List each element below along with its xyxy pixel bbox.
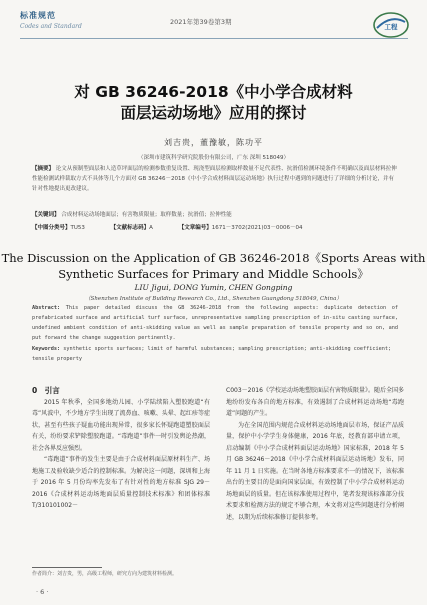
affiliation-en: （Shenzhen Institute of Building Research Co., Ltd., Shenzhen Guangdong 518049, China） [85, 296, 342, 302]
section-label-zh: 标准规范 [20, 11, 56, 20]
abstract-zh-label: 【摘要】 [32, 166, 55, 172]
abstract-en-text: This paper detailed discuss the GB 36246-2018 from the following aspects: duplicate detection of prefabricated surface and artificial turf surface, unrepresentative sampling prescription of in-situ casting surface, undefined ambient condition of anti-skidding value as well as sample preparation of tensile property and so on, and put forward the change suggestion pertinently. [32, 305, 398, 341]
title-zh-line2: 面层运动场地》应用的探讨 [120, 104, 307, 122]
keywords-zh-label: 【关键词】 [32, 212, 60, 218]
body-paragraph: C003－2016《学校运动场地塑胶面层有害物质限量》。随后全国多地纷纷发布各自的地方标准，有效遏制了合成材料运动场地“毒跑道”问题的产生。 [226, 387, 404, 417]
doc-value: A [149, 225, 153, 231]
body-column-right [226, 385, 404, 523]
abstract-zh [32, 164, 398, 194]
section-label [20, 10, 82, 30]
title-en-line2: Synthetic Surfaces for Primary and Middle Schools》 [58, 267, 369, 281]
title-en-line1: The Discussion on the Application of GB 36246-2018《Sports Areas with [1, 251, 426, 265]
body-paragraph: “毒跑道”事件的发生主要是由于合成材料面层原材料生产、场地施工及验收缺少适合的控制标准。为解决这一问题，深圳和上海于 2016 年 5 月份均率先发布了有针对性的地方标准 SJG 29－2016《合成材料运动场地面层质量控制技术标准》和团体标准 T/310101002－ [32, 456, 210, 509]
footnote-divider [32, 567, 102, 568]
svg-text:工程: 工程 [384, 23, 398, 31]
article-id [179, 223, 303, 231]
affiliation-zh: （深圳市建筑科学研究院股份有限公司，广东 深圳 518049） [138, 155, 289, 161]
authors-en: LIU Jigui, DONG Yumin, CHEN Gongping [134, 283, 293, 292]
author-footnote: 作者简介：刘吉贵，男，高级工程师，研究方向为建筑材料检测。 [32, 571, 178, 577]
header-divider [20, 38, 408, 39]
article-id-label: 【文章编号】 [178, 225, 212, 231]
article-meta [32, 223, 398, 231]
keywords-en-label: Keywords: [32, 346, 61, 352]
clc-label: 【中图分类号】 [32, 225, 71, 231]
body-column-left [32, 385, 210, 512]
clc-code [32, 223, 85, 231]
page-number: · 6 · [36, 588, 49, 596]
section-label-en: Codes and Standard [20, 23, 82, 30]
body-paragraph: 2015 年秋季，全国多地幼儿园、小学陆续陷入塑胶跑道“有毒”风波中，不少地方学生出现了流鼻血、咳嗽、头晕、起红疹等症状，甚至有些孩子疑血功能出现异常，很多家长怀疑跑道塑胶面层有关，纷纷要求铲除塑胶跑道。“毒跑道”事件一时引发舆论热潮，社会各界反应强烈。 [32, 398, 210, 452]
keywords-zh [32, 210, 398, 220]
article-id-value: 1671－3702(2021)03－0006－04 [211, 225, 303, 231]
abstract-zh-text: 论文从预制型面层和人造草坪面层的检测参数重复设置、现浇型面层检测取样数量不足代表性、抗滑值检测环境条件不明确以及面层材料拉伸性能检测试样裁取方式不具体等几个方面对 GB 36246－2018《中小学合成材料面层运动场地》执行过程中遇到的问题进行了详细的分析讨论，并有针对性地提出更改建议。 [32, 166, 397, 192]
section-heading-intro: 0 引言 [32, 386, 60, 395]
keywords-en-text: synthetic sports surfaces; limit of harmful substances; sampling prescription; anti-skidding coefficient; tensile property [32, 346, 392, 362]
issue-info: 2021年第39卷第3期 [170, 18, 232, 26]
abstract-en [32, 303, 398, 343]
doc-label: 【文献标志码】 [110, 225, 150, 231]
title-zh-line1: 对 GB 36246-2018《中小学合成材料 [74, 83, 353, 101]
keywords-en [32, 344, 398, 364]
journal-header [20, 10, 410, 50]
authors-zh: 刘吉贵，董豫敏，陈功平 [164, 138, 263, 147]
keywords-zh-text: 合成材料运动场地面层；有害物质限量；取样数量；抗滑值；拉伸性能 [61, 212, 232, 218]
clc-value: TU53 [70, 225, 85, 231]
doc-code [111, 223, 153, 231]
body-paragraph: 为在全国范围内规范合成材料运动场地面层市场，保证产品质量，保护中小学学生身体健康，2016 年底，经教育部申请立项，启动编制《中小学合成材料面层运动场地》国家标准，2018 年 5 月 GB 36246－2018《中小学合成材料面层运动场地》发布，同年 11 月 1 日实施。在当时各地方标准要求不一的情况下，该标准出台的主要目的是面向国家层面，有效控制了中小学合成材料运动场地面层的质量。但在该标准使用过程中，笔者发现该标准部分技术要求和检测方法的规定不够合理，本文将对这些问题进行分析阐述，以期为后续标准修订提供参考。 [226, 421, 404, 521]
journal-logo-icon [372, 10, 410, 40]
abstract-en-label: Abstract: [32, 305, 61, 311]
